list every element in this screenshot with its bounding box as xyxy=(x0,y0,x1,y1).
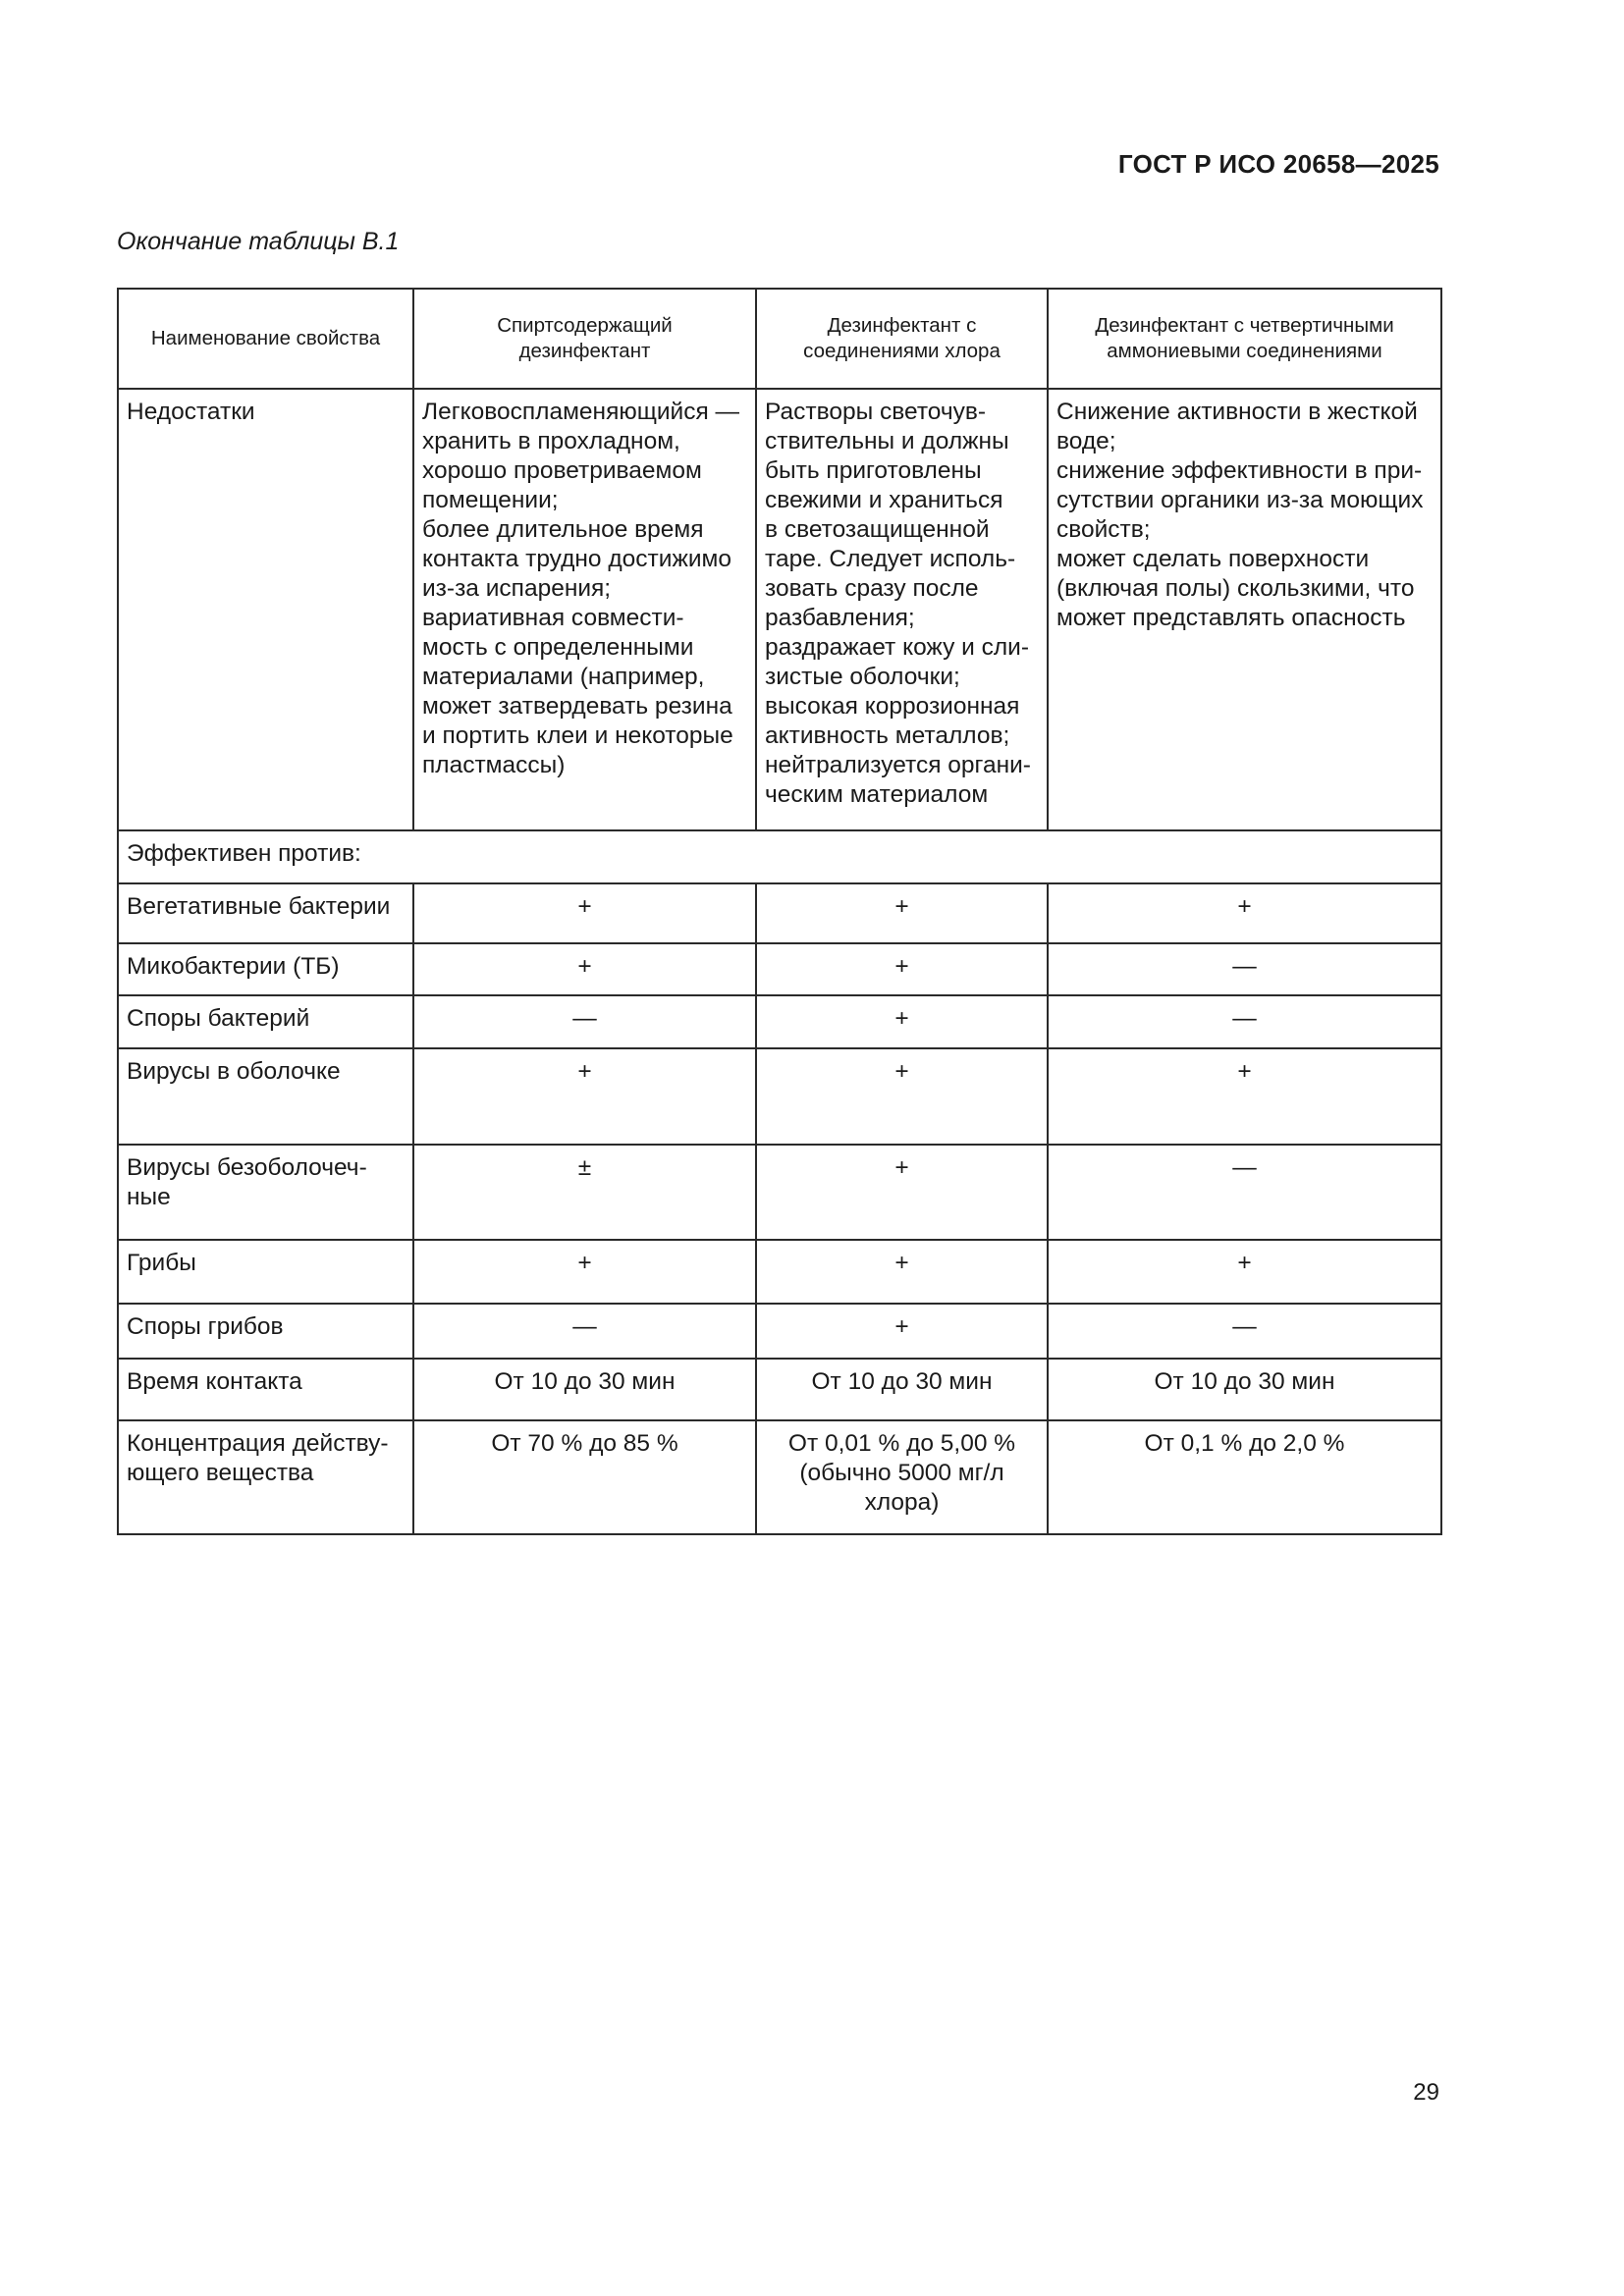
cell-quats: + xyxy=(1048,1240,1441,1304)
row-label-limitations: Недостатки xyxy=(118,389,413,830)
table-caption: Окончание таблицы В.1 xyxy=(117,228,400,255)
row-label: Грибы xyxy=(118,1240,413,1304)
cell-chlorine: + xyxy=(756,1304,1048,1359)
page-number: 29 xyxy=(1413,2079,1439,2106)
column-header-alcohol: Спиртсодержащий дезинфектант xyxy=(413,289,756,389)
cell-limitations-alcohol: Легковоспламеняющийся — хранить в прохладном, хорошо проветриваемом помещении; более длительное время контакта трудно достижимо из-за испарения; вариативная совмести- мость с определенными материалами (например, может затвердевать резина и портить клеи и некоторые пластмассы) xyxy=(413,389,756,830)
cell-contact-time-chlorine: От 10 до 30 мин xyxy=(756,1359,1048,1420)
column-header-property: Наименование свойства xyxy=(118,289,413,389)
cell-quats: + xyxy=(1048,1048,1441,1145)
cell-alcohol: ± xyxy=(413,1145,756,1240)
table-row xyxy=(118,1048,1441,1145)
table-row xyxy=(118,995,1441,1048)
cell-chlorine: + xyxy=(756,883,1048,943)
row-label-concentration: Концентрация действу- ющего вещества xyxy=(118,1420,413,1534)
cell-concentration-alcohol: От 70 % до 85 % xyxy=(413,1420,756,1534)
column-header-chlorine: Дезинфектант с соединениями хлора xyxy=(756,289,1048,389)
cell-alcohol: + xyxy=(413,883,756,943)
row-label: Споры грибов xyxy=(118,1304,413,1359)
cell-concentration-quats: От 0,1 % до 2,0 % xyxy=(1048,1420,1441,1534)
row-label: Микобактерии (ТБ) xyxy=(118,943,413,995)
table-row-section xyxy=(118,830,1441,883)
cell-chlorine: + xyxy=(756,1048,1048,1145)
table-row xyxy=(118,1304,1441,1359)
cell-alcohol: — xyxy=(413,995,756,1048)
table-row xyxy=(118,883,1441,943)
cell-limitations-chlorine: Растворы светочув- ствительны и должны быть приготовлены свежими и храниться в светозащищенной таре. Следует исполь- зовать сразу после разбавления; раздражает кожу и сли- зистые оболочки; высокая коррозионная активность металлов; нейтрализуется органи- ческим материалом xyxy=(756,389,1048,830)
row-label: Споры бактерий xyxy=(118,995,413,1048)
section-label-effective-against: Эффективен против: xyxy=(118,830,1441,883)
cell-contact-time-quats: От 10 до 30 мин xyxy=(1048,1359,1441,1420)
document-code: ГОСТ Р ИСО 20658—2025 xyxy=(1117,149,1439,179)
cell-chlorine: + xyxy=(756,1240,1048,1304)
table-row xyxy=(118,943,1441,995)
table-row xyxy=(118,1145,1441,1240)
cell-limitations-quats: Снижение активности в жесткой воде; снижение эффективности в при- сутствии органики из-за моющих свойств; может сделать поверхности (включая полы) скользкими, что может представлять опасность xyxy=(1048,389,1441,830)
table-header-row xyxy=(118,289,1441,389)
row-label: Вегетативные бактерии xyxy=(118,883,413,943)
cell-quats: — xyxy=(1048,943,1441,995)
table-row-limitations xyxy=(118,389,1441,830)
cell-alcohol: — xyxy=(413,1304,756,1359)
cell-contact-time-alcohol: От 10 до 30 мин xyxy=(413,1359,756,1420)
column-header-quats: Дезинфектант с четвертичными аммониевыми соединениями xyxy=(1048,289,1441,389)
cell-quats: — xyxy=(1048,1145,1441,1240)
cell-alcohol: + xyxy=(413,1048,756,1145)
row-label-contact-time: Время контакта xyxy=(118,1359,413,1420)
table-row-concentration xyxy=(118,1420,1441,1534)
row-label: Вирусы в оболочке xyxy=(118,1048,413,1145)
cell-quats: + xyxy=(1048,883,1441,943)
table-row xyxy=(118,1240,1441,1304)
disinfectant-comparison-table xyxy=(117,288,1442,1535)
cell-chlorine: + xyxy=(756,1145,1048,1240)
table-row-contact-time xyxy=(118,1359,1441,1420)
row-label: Вирусы безоболочеч- ные xyxy=(118,1145,413,1240)
cell-alcohol: + xyxy=(413,1240,756,1304)
cell-quats: — xyxy=(1048,1304,1441,1359)
cell-chlorine: + xyxy=(756,943,1048,995)
cell-concentration-chlorine: От 0,01 % до 5,00 % (обычно 5000 мг/л хлора) xyxy=(756,1420,1048,1534)
cell-alcohol: + xyxy=(413,943,756,995)
cell-quats: — xyxy=(1048,995,1441,1048)
cell-chlorine: + xyxy=(756,995,1048,1048)
